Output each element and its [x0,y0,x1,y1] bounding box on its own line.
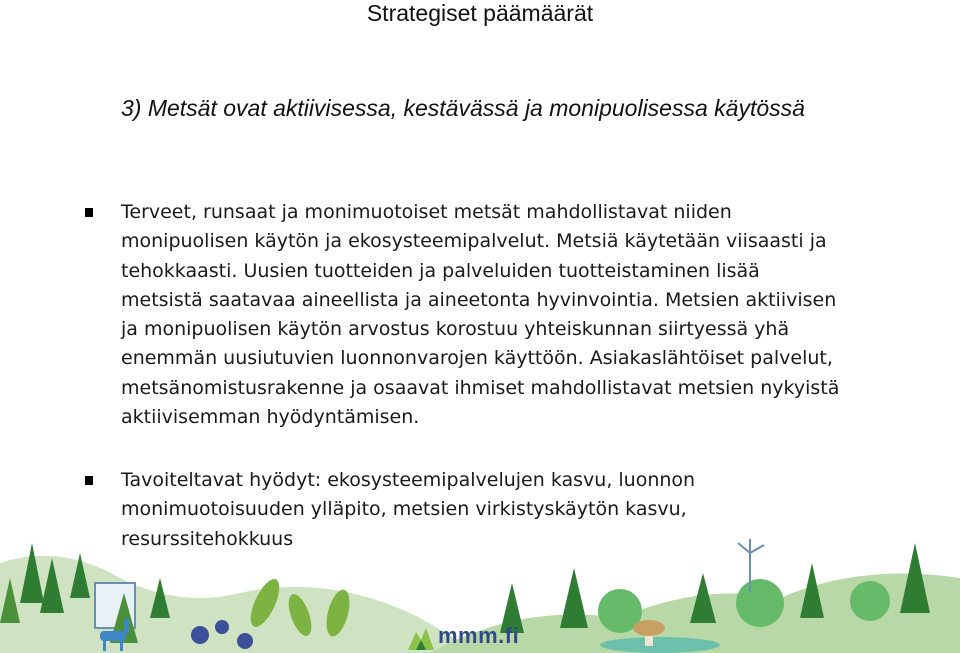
bullet-text: Tavoiteltavat hyödyt: ekosysteemipalvelujen kasvu, luonnon monimuotoisuuden ylläpito, metsien virkistyskäytön kasvu, resurssitehokkuus [121,469,696,550]
bullet-item [121,198,841,432]
slide-title: Strategiset päämäärät [366,0,594,26]
bullet-square-icon [85,476,93,485]
slide-subtitle: 3) Metsät ovat aktiivisessa, kestävässä ja monipuolisessa käytössä [121,95,805,121]
bullet-text: Terveet, runsaat ja monimuotoiset metsät mahdollistavat niiden monipuolisen käytön ja ekosysteemipalvelut. Metsiä käytetään viisaasti ja tehokkaasti. Uusien tuotteiden ja palveluiden tuotteistaminen lisää metsistä saatavaa aineellista ja aineetonta hyvinvointia. Metsien aktiivisen ja monipuolisen käytön arvostus korostuu yhteiskunnan siirtyessä yhä enemmän uusiutuvien luonnonvarojen käyttöön. Asiakaslähtöiset palvelut, metsänomistusrakenne ja osaavat ihmiset mahdollistavat metsien nykyistä aktiivisemman hyödyntämisen. [121,201,840,429]
pond-shape [600,637,720,653]
logo-text[interactable]: mmm.fi [438,623,520,648]
bullet-square-icon [85,208,93,217]
logo-leaf-icon [408,626,434,650]
